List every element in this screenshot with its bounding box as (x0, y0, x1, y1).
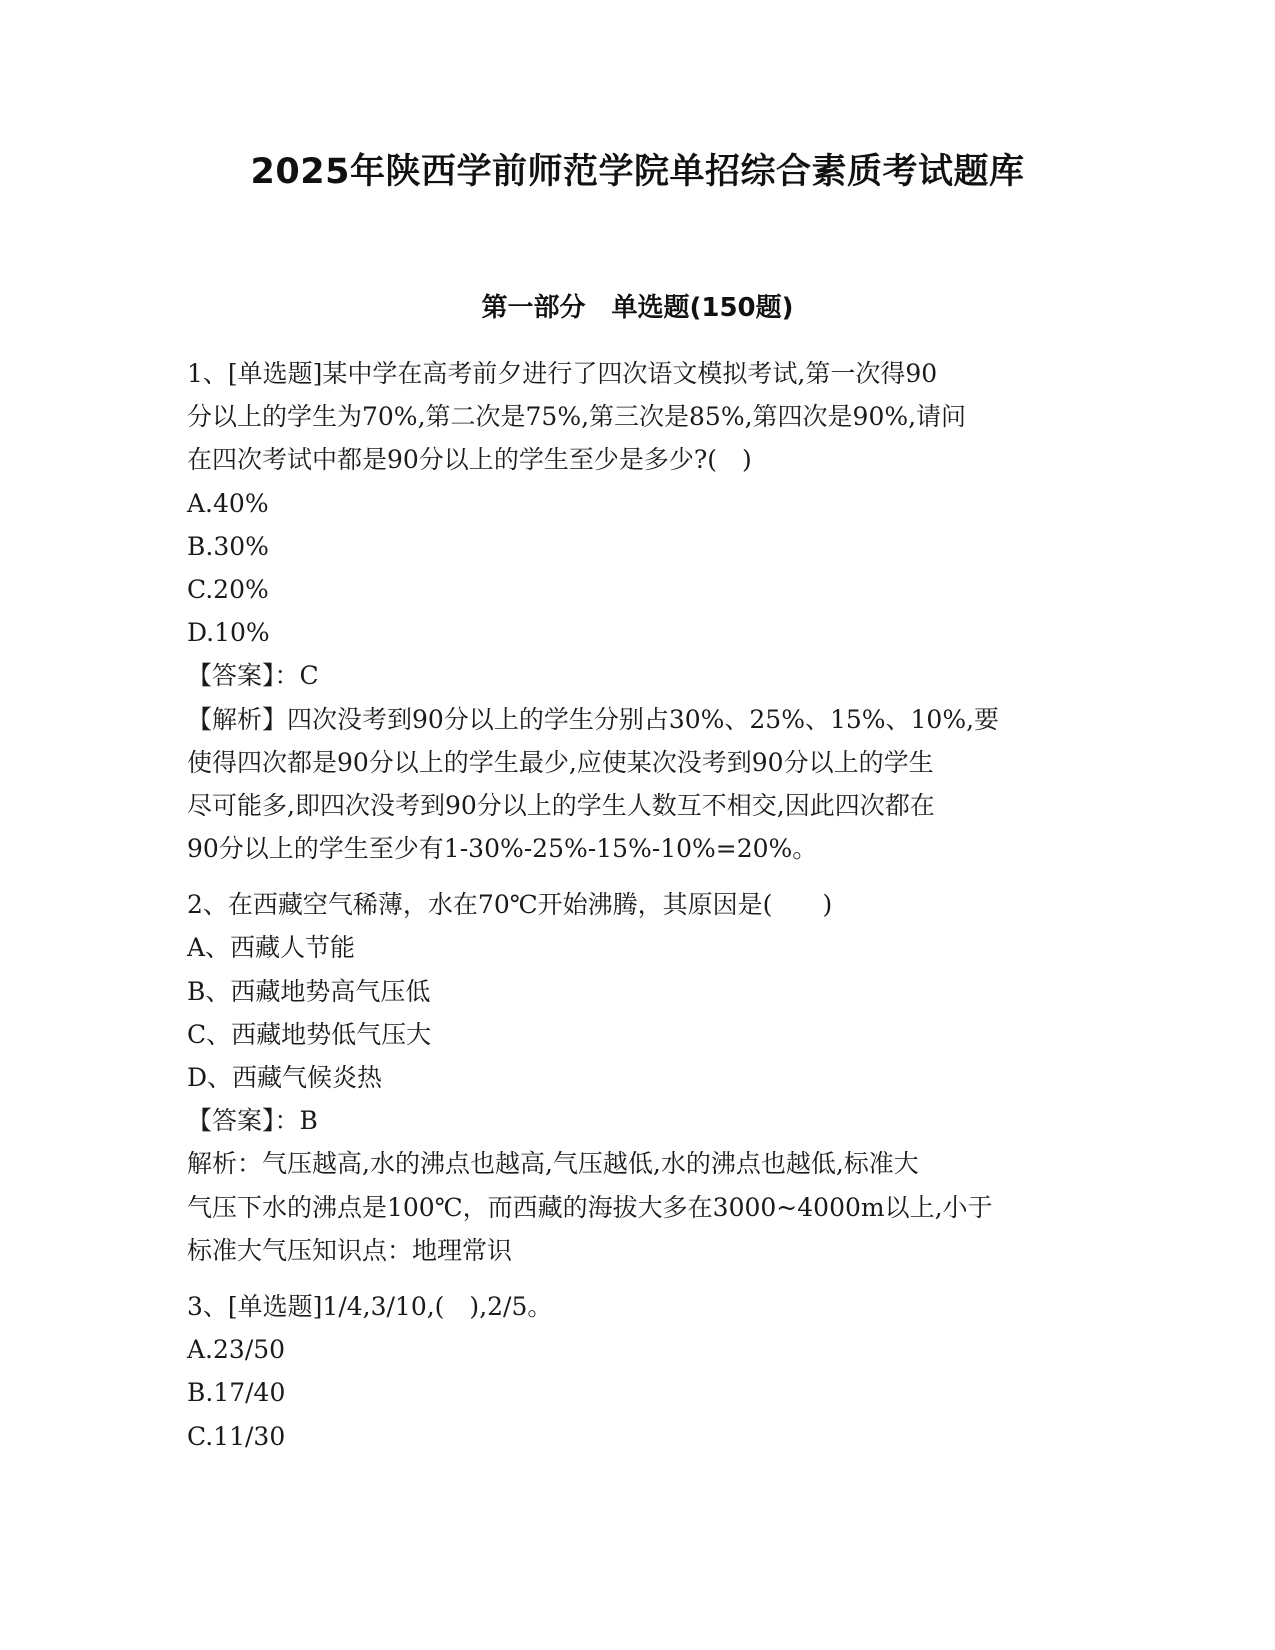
answer-line: 【答案】：B (187, 1106, 318, 1136)
question-text-line: 3、[单选题]1/4,3/10,( ),2/5。 (187, 1291, 553, 1321)
option-b: B.30% (187, 531, 269, 561)
question-spacer (187, 1272, 1087, 1285)
question-1 (187, 352, 1087, 870)
option-a: A.23/50 (187, 1335, 286, 1365)
option-b: B.17/40 (187, 1378, 286, 1408)
option-a: A.40% (187, 488, 269, 518)
question-text-line: 2、在西藏空气稀薄，水在70℃开始沸腾，其原因是( ) (187, 890, 833, 920)
question-text-line: 分以上的学生为70%,第二次是75%,第三次是85%,第四次是90%,请问 (187, 402, 967, 432)
question-spacer (187, 870, 1087, 883)
analysis-line: 使得四次都是90分以上的学生最少,应使某次没考到90分以上的学生 (187, 747, 934, 777)
answer-line: 【答案】：C (187, 661, 319, 691)
question-list (187, 352, 1087, 1458)
option-c: C.20% (187, 574, 269, 604)
analysis-line: 90分以上的学生至少有1-30%-25%-15%-10%=20%。 (187, 834, 818, 864)
option-d: D、西藏气候炎热 (187, 1063, 383, 1092)
option-c: C.11/30 (187, 1421, 286, 1451)
analysis-line: 气压下水的沸点是100℃，而西藏的海拔大多在3000~4000m以上,小于 (187, 1192, 993, 1222)
question-2 (187, 883, 1087, 1272)
question-text-line: 在四次考试中都是90分以上的学生至少是多少?( ) (187, 445, 752, 475)
question-3 (187, 1285, 1087, 1458)
analysis-line: 标准大气压知识点：地理常识 (187, 1235, 513, 1265)
document-title: 2025年陕西学前师范学院单招综合素质考试题库 (250, 152, 1025, 192)
option-b: B、西藏地势高气压低 (187, 976, 431, 1006)
question-text-line: 1、[单选题]某中学在高考前夕进行了四次语文模拟考试,第一次得90 (187, 359, 938, 388)
option-d: D.10% (187, 618, 270, 648)
analysis-line: 解析：气压越高,水的沸点也越高,气压越低,水的沸点也越低,标准大 (187, 1149, 919, 1179)
analysis-line: 尽可能多,即四次没考到90分以上的学生人数互不相交,因此四次都在 (187, 790, 935, 820)
option-a: A、西藏人节能 (187, 933, 356, 963)
option-c: C、西藏地势低气压大 (187, 1019, 432, 1049)
section-heading: 第一部分 单选题(150题) (481, 293, 794, 323)
analysis-line: 【解析】四次没考到90分以上的学生分别占30%、25%、15%、10%,要 (187, 704, 1000, 734)
